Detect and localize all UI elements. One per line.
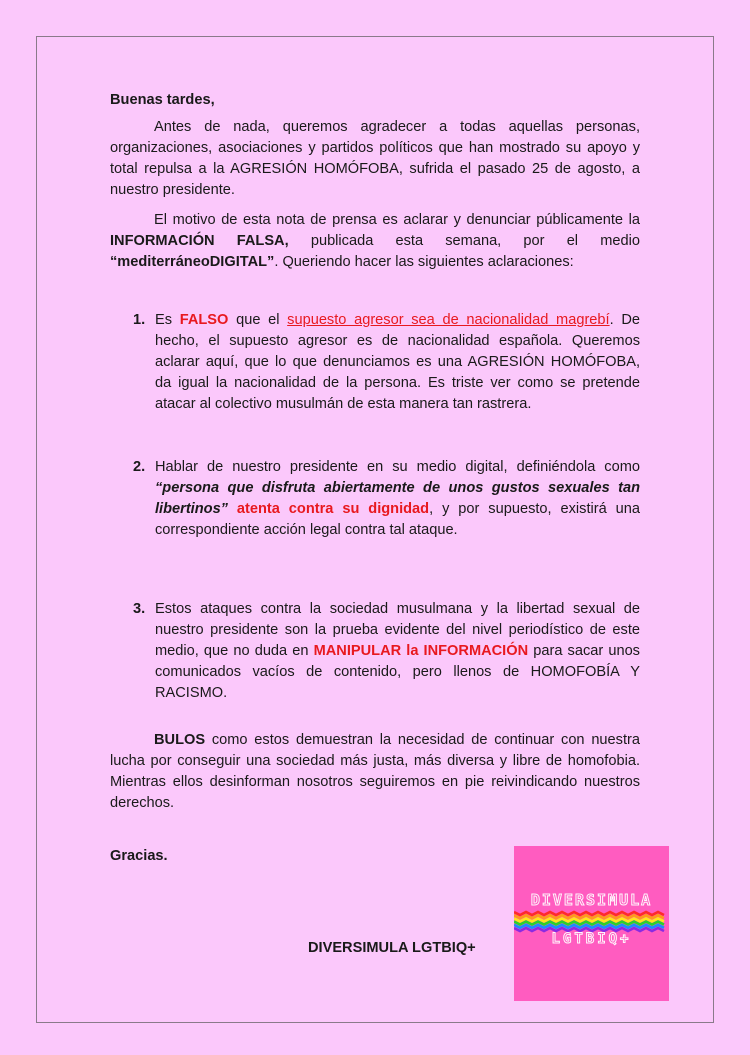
item-highlight: MANIPULAR la INFORMACIÓN: [313, 643, 529, 659]
motive-text-1: El motivo de esta nota de prensa es aclarar y denunciar públicamente la: [154, 212, 640, 228]
motive-text-3: . Queriendo hacer las siguientes aclaraciones:: [274, 254, 574, 270]
diversimula-logo: [514, 846, 669, 1001]
logo-title: DIVERSIMULA: [530, 891, 653, 909]
item-highlight: FALSO: [179, 312, 229, 328]
closing-text: como estos demuestran la necesidad de continuar con nuestra lucha por conseguir una sociedad más justa, más diversa y libre de homofobia. Mientras ellos desinforman nosotros seguiremos en pie reivindicando nuestros derechos.: [110, 732, 640, 811]
list-number: 2.: [133, 459, 146, 475]
item-text: Hablar de nuestro presidente en su medio digital, definiéndola como: [155, 459, 640, 475]
motive-bold-1: INFORMACIÓN FALSA,: [110, 233, 289, 249]
motive-bold-2: “mediterráneoDIGITAL”: [110, 254, 275, 270]
item-text: . De hecho, el supuesto agresor es de nacionalidad española. Queremos aclarar aquí, que lo que denunciamos es una AGRESIÓN HOMÓFOBA, da igual la nacionalidad de la persona. Es triste ver como se pretende atacar al colectivo musulmán de esta manera tan rastrera.: [155, 312, 640, 412]
item-text: , y por supuesto, existirá una correspondiente acción legal contra tal ataque.: [155, 501, 641, 538]
motive-text-2: publicada esta semana, por el medio: [288, 233, 640, 249]
intro-paragraph: Antes de nada, queremos agradecer a todas aquellas personas, organizaciones, asociaciones y partidos políticos que han mostrado su apoyo y total repulsa a la AGRESIÓN HOMÓFOBA, sufrida el pasado 25 de agosto, a nuestro presidente.: [110, 119, 640, 198]
item-text: Estos ataques contra la sociedad musulmana y la libertad sexual de nuestro presidente son la prueba evidente del nivel periodístico de este medio, que no duda en: [155, 601, 640, 659]
item-highlight: atenta contra su dignidad: [236, 501, 430, 517]
motive-paragraph: [110, 210, 640, 273]
list-item: [110, 310, 640, 415]
list-number: 1.: [133, 312, 146, 328]
thanks: Gracias.: [110, 848, 168, 864]
closing-bold: BULOS: [154, 732, 206, 748]
item-text: que el: [228, 312, 288, 328]
item-text: Es: [155, 312, 180, 328]
item-link[interactable]: supuesto agresor sea de nacionalidad magrebí: [287, 312, 610, 328]
list-item: [110, 599, 640, 704]
list-item: [110, 457, 640, 541]
logo-subtitle: LGTBIQ+: [551, 931, 632, 947]
signature: DIVERSIMULA LGTBIQ+: [308, 940, 476, 956]
closing-paragraph: [110, 730, 640, 814]
greeting: Buenas tardes,: [110, 92, 215, 108]
letter-body: [110, 90, 640, 867]
item-text: [228, 501, 237, 517]
item-text: para sacar unos comunicados vacíos de contenido, pero llenos de HOMOFOBÍA Y RACISMO.: [155, 643, 640, 701]
item-quote: “persona que disfruta abiertamente de unos gustos sexuales tan libertinos”: [155, 480, 640, 517]
list-number: 3.: [133, 601, 146, 617]
